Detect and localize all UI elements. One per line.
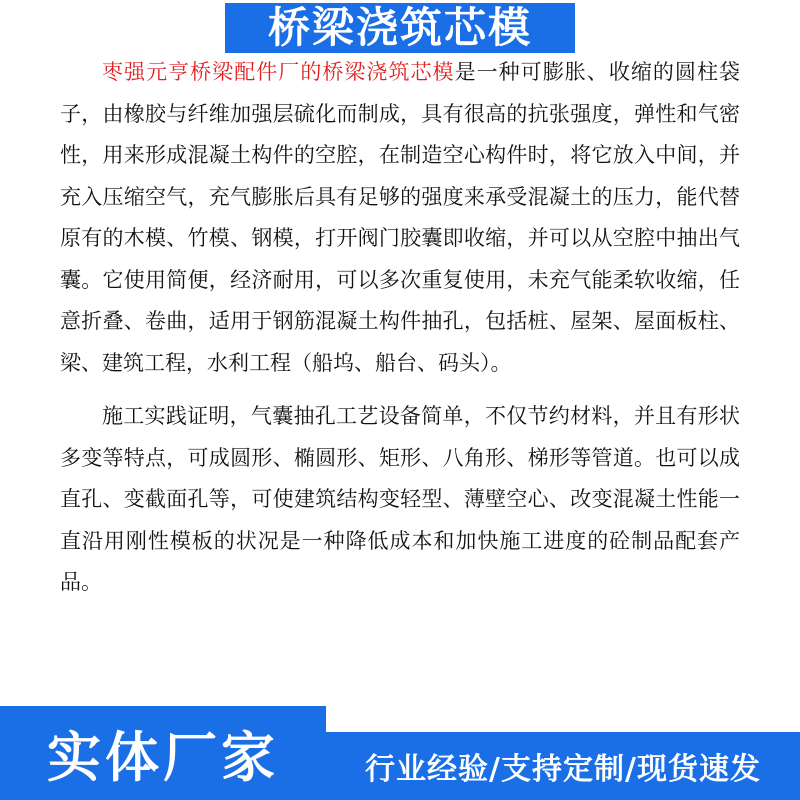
footer-left-block (0, 706, 326, 800)
paragraph-1 (60, 52, 740, 384)
service-tagline: 行业经验/支持定制/现货速发 (365, 752, 761, 787)
title-banner (222, 0, 578, 56)
article-body (60, 52, 740, 604)
paragraph-2: 施工实践证明，气囊抽孔工艺设备简单，不仅节约材料，并且有形状多变等特点，可成圆形、椭圆形、矩形、八角形、梯形等管道。也可以成直孔、变截面孔等，可使建筑结构变轻型、薄壁空心、改变混凝土性能一直沿用刚性模板的状况是一种降低成本和加快施工进度的砼制品配套产品。 (60, 404, 740, 594)
factory-label: 实体厂家 (47, 725, 279, 789)
brand-name: 枣强元亨桥梁配件厂的桥梁浇筑芯模 (102, 60, 455, 84)
page-title: 桥梁浇筑芯模 (267, 3, 532, 52)
footer-banner (0, 706, 800, 800)
paragraph-1-text: 是一种可膨胀、收缩的圆柱袋子，由橡胶与纤维加强层硫化而制成，具有很高的抗张强度，弹性和气密性，用来形成混凝土构件的空腔，在制造空心构件时，将它放入中间，并充入压缩空气，充气膨胀后具有足够的强度来承受混凝土的压力，能代替原有的木模、竹模、钢模，打开阀门胶囊即收缩，并可以从空腔中抽出气囊。它使用简便，经济耐用，可以多次重复使用，未充气能柔软收缩，任意折叠、卷曲，适用于钢筋混凝土构件抽孔，包括桩、屋架、屋面板柱、梁、建筑工程，水利工程（船坞、船台、码头）。 (60, 60, 741, 375)
footer-right-block (326, 732, 800, 800)
